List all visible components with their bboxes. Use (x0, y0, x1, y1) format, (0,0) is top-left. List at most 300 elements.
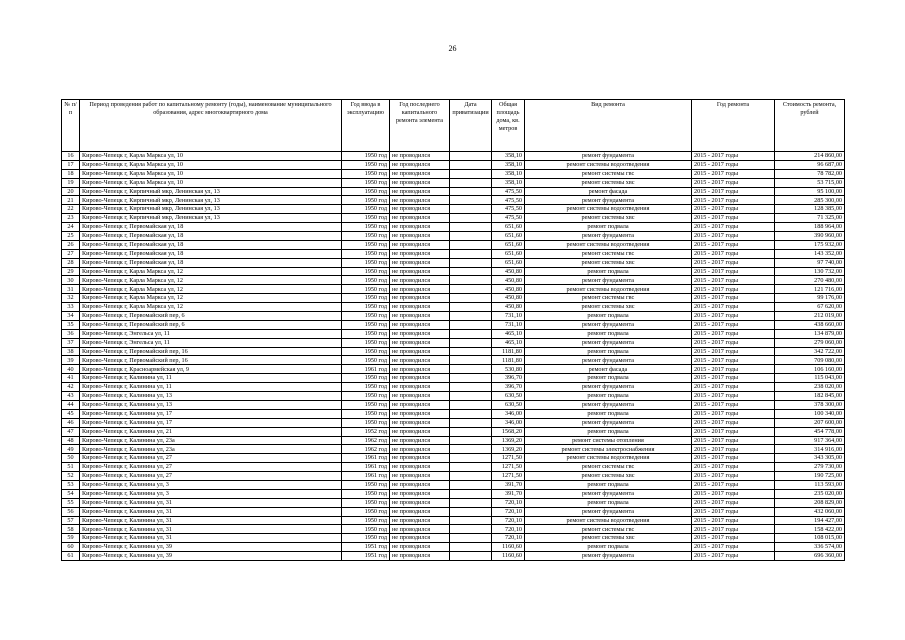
repair-type-cell: ремонт фундамента (525, 418, 692, 427)
repair-type-cell: ремонт фасада (525, 365, 692, 374)
last-repair-cell: не проводился (390, 169, 450, 178)
table-row (62, 383, 845, 392)
privatization-date-cell (450, 205, 492, 214)
commission-year-cell: 1950 год (342, 178, 390, 187)
commission-year-cell: 1950 год (342, 240, 390, 249)
table-row (62, 365, 845, 374)
privatization-date-cell (450, 294, 492, 303)
row-number-cell: 26 (62, 240, 80, 249)
privatization-date-cell (450, 480, 492, 489)
commission-year-cell: 1950 год (342, 329, 390, 338)
repair-year-cell: 2015 - 2017 годы (692, 232, 775, 241)
last-repair-cell: не проводился (390, 552, 450, 561)
repair-type-cell: ремонт фундамента (525, 507, 692, 516)
table-body (62, 152, 845, 561)
address-cell: Кирово-Чепецк г, Калинина ул, 11 (80, 383, 342, 392)
repair-year-cell: 2015 - 2017 годы (692, 267, 775, 276)
table-row (62, 187, 845, 196)
address-cell: Кирово-Чепецк г, Калинина ул, 13 (80, 400, 342, 409)
table-row (62, 400, 845, 409)
address-cell: Кирово-Чепецк г, Калинина ул, 3 (80, 480, 342, 489)
address-cell: Кирово-Чепецк г, Первомайский пер, 6 (80, 312, 342, 321)
repair-year-cell: 2015 - 2017 годы (692, 196, 775, 205)
address-cell: Кирово-Чепецк г, Первомайская ул, 18 (80, 240, 342, 249)
last-repair-cell: не проводился (390, 498, 450, 507)
row-number-cell: 49 (62, 445, 80, 454)
last-repair-cell: не проводился (390, 329, 450, 338)
address-cell: Кирово-Чепецк г, Первомайская ул, 18 (80, 258, 342, 267)
commission-year-cell: 1961 год (342, 472, 390, 481)
table-row (62, 534, 845, 543)
table-row (62, 267, 845, 276)
cost-cell: 113 593,00 (775, 480, 845, 489)
table-row (62, 205, 845, 214)
repair-type-cell: ремонт системы водоотведения (525, 454, 692, 463)
row-number-cell: 53 (62, 480, 80, 489)
repair-type-cell: ремонт системы гвс (525, 525, 692, 534)
repair-year-cell: 2015 - 2017 годы (692, 329, 775, 338)
repair-type-cell: ремонт системы отопления (525, 436, 692, 445)
table-row (62, 445, 845, 454)
repair-type-cell: ремонт фундамента (525, 356, 692, 365)
table-row (62, 463, 845, 472)
commission-year-cell: 1950 год (342, 205, 390, 214)
repair-type-cell: ремонт подвала (525, 267, 692, 276)
repair-year-cell: 2015 - 2017 годы (692, 187, 775, 196)
repair-type-cell: ремонт системы хвс (525, 258, 692, 267)
repair-type-cell: ремонт подвала (525, 347, 692, 356)
row-number-cell: 52 (62, 472, 80, 481)
commission-year-cell: 1962 год (342, 436, 390, 445)
commission-year-cell: 1950 год (342, 525, 390, 534)
table-row (62, 552, 845, 561)
cost-cell: 158 422,00 (775, 525, 845, 534)
row-number-cell: 57 (62, 516, 80, 525)
area-cell: 720,10 (492, 516, 525, 525)
area-cell: 346,00 (492, 409, 525, 418)
row-number-cell: 47 (62, 427, 80, 436)
repair-year-cell: 2015 - 2017 годы (692, 516, 775, 525)
area-cell: 475,50 (492, 205, 525, 214)
repair-year-cell: 2015 - 2017 годы (692, 392, 775, 401)
last-repair-cell: не проводился (390, 472, 450, 481)
repair-year-cell: 2015 - 2017 годы (692, 543, 775, 552)
repair-type-cell: ремонт подвала (525, 409, 692, 418)
cost-cell: 115 043,00 (775, 374, 845, 383)
commission-year-cell: 1950 год (342, 418, 390, 427)
last-repair-cell: не проводился (390, 383, 450, 392)
header-address: Период проведения работ по капитальному ремонту (годы), наименование муниципального образования, адрес многоквартирного дома (80, 100, 342, 152)
repair-year-cell: 2015 - 2017 годы (692, 347, 775, 356)
commission-year-cell: 1950 год (342, 516, 390, 525)
address-cell: Кирово-Чепецк г, Калинина ул, 31 (80, 507, 342, 516)
table-row (62, 329, 845, 338)
repair-year-cell: 2015 - 2017 годы (692, 374, 775, 383)
table-row (62, 356, 845, 365)
privatization-date-cell (450, 223, 492, 232)
area-cell: 1271,50 (492, 463, 525, 472)
area-cell: 465,10 (492, 329, 525, 338)
privatization-date-cell (450, 258, 492, 267)
area-cell: 391,70 (492, 489, 525, 498)
commission-year-cell: 1950 год (342, 507, 390, 516)
commission-year-cell: 1950 год (342, 285, 390, 294)
cost-cell: 378 300,00 (775, 400, 845, 409)
row-number-cell: 32 (62, 294, 80, 303)
last-repair-cell: не проводился (390, 223, 450, 232)
address-cell: Кирово-Чепецк г, Первомайский пер, 16 (80, 347, 342, 356)
row-number-cell: 23 (62, 214, 80, 223)
row-number-cell: 27 (62, 249, 80, 258)
row-number-cell: 36 (62, 329, 80, 338)
table-row (62, 525, 845, 534)
area-cell: 720,10 (492, 498, 525, 507)
repair-year-cell: 2015 - 2017 годы (692, 436, 775, 445)
area-cell: 396,70 (492, 383, 525, 392)
repair-type-cell: ремонт подвала (525, 329, 692, 338)
repair-type-cell: ремонт системы электроснабжения (525, 445, 692, 454)
privatization-date-cell (450, 276, 492, 285)
commission-year-cell: 1950 год (342, 169, 390, 178)
repair-year-cell: 2015 - 2017 годы (692, 285, 775, 294)
repair-year-cell: 2015 - 2017 годы (692, 534, 775, 543)
row-number-cell: 30 (62, 276, 80, 285)
repair-type-cell: ремонт системы хвс (525, 303, 692, 312)
last-repair-cell: не проводился (390, 480, 450, 489)
cost-cell: 314 916,00 (775, 445, 845, 454)
last-repair-cell: не проводился (390, 187, 450, 196)
commission-year-cell: 1950 год (342, 383, 390, 392)
address-cell: Кирово-Чепецк г, Карла Маркса ул, 10 (80, 152, 342, 161)
commission-year-cell: 1950 год (342, 276, 390, 285)
last-repair-cell: не проводился (390, 489, 450, 498)
row-number-cell: 38 (62, 347, 80, 356)
cost-cell: 143 352,00 (775, 249, 845, 258)
last-repair-cell: не проводился (390, 365, 450, 374)
address-cell: Кирово-Чепецк г, Карла Маркса ул, 12 (80, 276, 342, 285)
repair-type-cell: ремонт системы гвс (525, 169, 692, 178)
repair-year-cell: 2015 - 2017 годы (692, 480, 775, 489)
repair-type-cell: ремонт фундамента (525, 152, 692, 161)
row-number-cell: 46 (62, 418, 80, 427)
privatization-date-cell (450, 347, 492, 356)
address-cell: Кирово-Чепецк г, Калинина ул, 27 (80, 472, 342, 481)
repair-year-cell: 2015 - 2017 годы (692, 312, 775, 321)
repair-type-cell: ремонт фундамента (525, 338, 692, 347)
repair-year-cell: 2015 - 2017 годы (692, 365, 775, 374)
cost-cell: 709 080,00 (775, 356, 845, 365)
repair-year-cell: 2015 - 2017 годы (692, 294, 775, 303)
cost-cell: 390 960,00 (775, 232, 845, 241)
cost-cell: 207 600,00 (775, 418, 845, 427)
cost-cell: 128 385,00 (775, 205, 845, 214)
header-privatization-date: Дата приватизации (450, 100, 492, 152)
area-cell: 651,60 (492, 240, 525, 249)
area-cell: 475,50 (492, 187, 525, 196)
row-number-cell: 16 (62, 152, 80, 161)
last-repair-cell: не проводился (390, 543, 450, 552)
area-cell: 1568,20 (492, 427, 525, 436)
repair-year-cell: 2015 - 2017 годы (692, 356, 775, 365)
commission-year-cell: 1951 год (342, 552, 390, 561)
area-cell: 651,60 (492, 232, 525, 241)
cost-cell: 71 325,00 (775, 214, 845, 223)
last-repair-cell: не проводился (390, 347, 450, 356)
cost-cell: 194 427,00 (775, 516, 845, 525)
last-repair-cell: не проводился (390, 152, 450, 161)
row-number-cell: 60 (62, 543, 80, 552)
table-row (62, 374, 845, 383)
last-repair-cell: не проводился (390, 232, 450, 241)
row-number-cell: 20 (62, 187, 80, 196)
repair-year-cell: 2015 - 2017 годы (692, 525, 775, 534)
repair-type-cell: ремонт системы гвс (525, 249, 692, 258)
row-number-cell: 61 (62, 552, 80, 561)
table-header (62, 100, 845, 152)
last-repair-cell: не проводился (390, 525, 450, 534)
commission-year-cell: 1950 год (342, 480, 390, 489)
address-cell: Кирово-Чепецк г, Кирпичный мкр, Ленинская ул, 13 (80, 205, 342, 214)
cost-cell: 454 778,00 (775, 427, 845, 436)
capital-repair-table-container (61, 99, 845, 561)
cost-cell: 95 100,00 (775, 187, 845, 196)
repair-year-cell: 2015 - 2017 годы (692, 303, 775, 312)
table-row (62, 240, 845, 249)
privatization-date-cell (450, 187, 492, 196)
address-cell: Кирово-Чепецк г, Первомайская ул, 18 (80, 249, 342, 258)
area-cell: 346,00 (492, 418, 525, 427)
repair-type-cell: ремонт системы хвс (525, 534, 692, 543)
commission-year-cell: 1950 год (342, 400, 390, 409)
last-repair-cell: не проводился (390, 409, 450, 418)
area-cell: 1271,50 (492, 454, 525, 463)
repair-type-cell: ремонт фундамента (525, 383, 692, 392)
table-row (62, 347, 845, 356)
privatization-date-cell (450, 365, 492, 374)
table-row (62, 489, 845, 498)
privatization-date-cell (450, 160, 492, 169)
row-number-cell: 58 (62, 525, 80, 534)
repair-type-cell: ремонт фундамента (525, 320, 692, 329)
table-row (62, 480, 845, 489)
privatization-date-cell (450, 534, 492, 543)
privatization-date-cell (450, 409, 492, 418)
repair-year-cell: 2015 - 2017 годы (692, 169, 775, 178)
repair-year-cell: 2015 - 2017 годы (692, 552, 775, 561)
repair-type-cell: ремонт системы водоотведения (525, 160, 692, 169)
address-cell: Кирово-Чепецк г, Калинина ул, 31 (80, 525, 342, 534)
last-repair-cell: не проводился (390, 249, 450, 258)
area-cell: 450,80 (492, 294, 525, 303)
privatization-date-cell (450, 445, 492, 454)
row-number-cell: 50 (62, 454, 80, 463)
row-number-cell: 24 (62, 223, 80, 232)
table-row (62, 169, 845, 178)
last-repair-cell: не проводился (390, 320, 450, 329)
privatization-date-cell (450, 232, 492, 241)
table-row (62, 312, 845, 321)
repair-year-cell: 2015 - 2017 годы (692, 472, 775, 481)
cost-cell: 270 480,00 (775, 276, 845, 285)
cost-cell: 214 860,00 (775, 152, 845, 161)
last-repair-cell: не проводился (390, 463, 450, 472)
row-number-cell: 25 (62, 232, 80, 241)
table-row (62, 409, 845, 418)
area-cell: 651,60 (492, 223, 525, 232)
privatization-date-cell (450, 249, 492, 258)
repair-year-cell: 2015 - 2017 годы (692, 320, 775, 329)
last-repair-cell: не проводился (390, 427, 450, 436)
area-cell: 731,10 (492, 320, 525, 329)
row-number-cell: 54 (62, 489, 80, 498)
repair-year-cell: 2015 - 2017 годы (692, 507, 775, 516)
privatization-date-cell (450, 507, 492, 516)
cost-cell: 190 725,00 (775, 472, 845, 481)
repair-type-cell: ремонт подвала (525, 498, 692, 507)
address-cell: Кирово-Чепецк г, Калинина ул, 11 (80, 374, 342, 383)
area-cell: 530,80 (492, 365, 525, 374)
last-repair-cell: не проводился (390, 205, 450, 214)
table-row (62, 472, 845, 481)
repair-year-cell: 2015 - 2017 годы (692, 152, 775, 161)
address-cell: Кирово-Чепецк г, Карла Маркса ул, 10 (80, 178, 342, 187)
repair-type-cell: ремонт подвала (525, 392, 692, 401)
commission-year-cell: 1950 год (342, 489, 390, 498)
row-number-cell: 59 (62, 534, 80, 543)
repair-year-cell: 2015 - 2017 годы (692, 427, 775, 436)
repair-year-cell: 2015 - 2017 годы (692, 205, 775, 214)
cost-cell: 53 715,00 (775, 178, 845, 187)
row-number-cell: 37 (62, 338, 80, 347)
cost-cell: 108 015,00 (775, 534, 845, 543)
commission-year-cell: 1961 год (342, 365, 390, 374)
address-cell: Кирово-Чепецк г, Первомайский пер, 6 (80, 320, 342, 329)
privatization-date-cell (450, 329, 492, 338)
commission-year-cell: 1952 год (342, 427, 390, 436)
address-cell: Кирово-Чепецк г, Первомайская ул, 18 (80, 232, 342, 241)
table-row (62, 543, 845, 552)
address-cell: Кирово-Чепецк г, Карла Маркса ул, 10 (80, 169, 342, 178)
area-cell: 358,10 (492, 152, 525, 161)
area-cell: 630,50 (492, 400, 525, 409)
address-cell: Кирово-Чепецк г, Карла Маркса ул, 12 (80, 285, 342, 294)
last-repair-cell: не проводился (390, 303, 450, 312)
repair-year-cell: 2015 - 2017 годы (692, 418, 775, 427)
cost-cell: 432 060,00 (775, 507, 845, 516)
repair-type-cell: ремонт системы водоотведения (525, 240, 692, 249)
cost-cell: 342 722,00 (775, 347, 845, 356)
address-cell: Кирово-Чепецк г, Кирпичный мкр, Ленинская ул, 13 (80, 187, 342, 196)
row-number-cell: 43 (62, 392, 80, 401)
table-row (62, 320, 845, 329)
last-repair-cell: не проводился (390, 445, 450, 454)
repair-year-cell: 2015 - 2017 годы (692, 338, 775, 347)
repair-year-cell: 2015 - 2017 годы (692, 400, 775, 409)
address-cell: Кирово-Чепецк г, Карла Маркса ул, 10 (80, 160, 342, 169)
address-cell: Кирово-Чепецк г, Кирпичный мкр, Ленинская ул, 13 (80, 196, 342, 205)
repair-type-cell: ремонт фундамента (525, 400, 692, 409)
address-cell: Кирово-Чепецк г, Калинина ул, 27 (80, 463, 342, 472)
area-cell: 731,10 (492, 312, 525, 321)
cost-cell: 67 620,00 (775, 303, 845, 312)
table-row (62, 507, 845, 516)
area-cell: 720,10 (492, 534, 525, 543)
cost-cell: 438 660,00 (775, 320, 845, 329)
repair-year-cell: 2015 - 2017 годы (692, 160, 775, 169)
row-number-cell: 56 (62, 507, 80, 516)
commission-year-cell: 1950 год (342, 356, 390, 365)
table-row (62, 196, 845, 205)
last-repair-cell: не проводился (390, 507, 450, 516)
area-cell: 651,60 (492, 249, 525, 258)
commission-year-cell: 1950 год (342, 187, 390, 196)
privatization-date-cell (450, 267, 492, 276)
repair-year-cell: 2015 - 2017 годы (692, 214, 775, 223)
cost-cell: 121 716,00 (775, 285, 845, 294)
commission-year-cell: 1950 год (342, 152, 390, 161)
commission-year-cell: 1961 год (342, 463, 390, 472)
address-cell: Кирово-Чепецк г, Карла Маркса ул, 12 (80, 294, 342, 303)
row-number-cell: 31 (62, 285, 80, 294)
repair-year-cell: 2015 - 2017 годы (692, 463, 775, 472)
area-cell: 630,50 (492, 392, 525, 401)
last-repair-cell: не проводился (390, 240, 450, 249)
last-repair-cell: не проводился (390, 516, 450, 525)
commission-year-cell: 1950 год (342, 312, 390, 321)
commission-year-cell: 1950 год (342, 196, 390, 205)
row-number-cell: 28 (62, 258, 80, 267)
commission-year-cell: 1950 год (342, 338, 390, 347)
repair-type-cell: ремонт системы хвс (525, 472, 692, 481)
repair-type-cell: ремонт подвала (525, 374, 692, 383)
privatization-date-cell (450, 436, 492, 445)
area-cell: 720,10 (492, 525, 525, 534)
row-number-cell: 40 (62, 365, 80, 374)
row-number-cell: 45 (62, 409, 80, 418)
area-cell: 450,80 (492, 303, 525, 312)
area-cell: 391,70 (492, 480, 525, 489)
privatization-date-cell (450, 152, 492, 161)
area-cell: 720,10 (492, 507, 525, 516)
row-number-cell: 17 (62, 160, 80, 169)
header-last-repair-year: Год последнего капитального ремонта элемента (390, 100, 450, 152)
row-number-cell: 42 (62, 383, 80, 392)
address-cell: Кирово-Чепецк г, Калинина ул, 3 (80, 489, 342, 498)
repair-year-cell: 2015 - 2017 годы (692, 249, 775, 258)
area-cell: 1181,80 (492, 356, 525, 365)
commission-year-cell: 1950 год (342, 409, 390, 418)
cost-cell: 285 300,00 (775, 196, 845, 205)
cost-cell: 100 340,00 (775, 409, 845, 418)
privatization-date-cell (450, 525, 492, 534)
commission-year-cell: 1950 год (342, 347, 390, 356)
repair-year-cell: 2015 - 2017 годы (692, 383, 775, 392)
table-row (62, 276, 845, 285)
last-repair-cell: не проводился (390, 392, 450, 401)
cost-cell: 336 574,00 (775, 543, 845, 552)
last-repair-cell: не проводился (390, 400, 450, 409)
cost-cell: 134 879,00 (775, 329, 845, 338)
cost-cell: 235 020,00 (775, 489, 845, 498)
last-repair-cell: не проводился (390, 312, 450, 321)
privatization-date-cell (450, 285, 492, 294)
address-cell: Кирово-Чепецк г, Первомайская ул, 18 (80, 223, 342, 232)
commission-year-cell: 1950 год (342, 232, 390, 241)
cost-cell: 279 730,00 (775, 463, 845, 472)
area-cell: 1369,20 (492, 436, 525, 445)
area-cell: 465,10 (492, 338, 525, 347)
area-cell: 450,80 (492, 285, 525, 294)
